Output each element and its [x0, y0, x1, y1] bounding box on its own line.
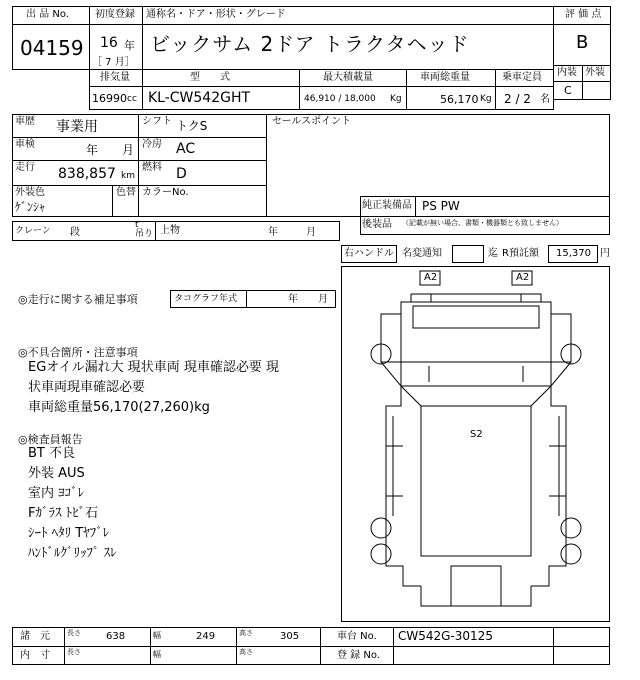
inspector-line-2: 外装 AUS: [28, 466, 85, 481]
model-label: 型 式: [190, 72, 230, 83]
overall-grade: B: [576, 32, 589, 53]
inspection-month: 月: [122, 143, 135, 157]
accessories-note: （記載が無い場合、書類・機器類とも致しません）: [402, 219, 563, 227]
width-label: 幅: [153, 631, 161, 640]
max-load-unit: Kg: [390, 94, 402, 104]
footer-col-4: [320, 627, 321, 665]
gross-weight-unit: Kg: [480, 94, 492, 104]
r-meter-value: 15,370: [556, 248, 591, 259]
max-load-label: 最大積載量: [323, 72, 373, 83]
shift-value: トクS: [176, 119, 208, 133]
footer-col-2: [150, 627, 151, 665]
crane-ton: t 吊り: [135, 220, 154, 239]
footer-col-1: [64, 627, 65, 665]
footer-col-3: [236, 627, 237, 665]
supplement-title: ◎走行に関する補足事項: [18, 293, 138, 306]
registration-label: 登 録 No.: [337, 650, 380, 661]
first-reg-month: ［ 7 月］: [92, 57, 135, 68]
history-label: 車歴: [15, 116, 35, 127]
upper-year: 年: [268, 227, 278, 238]
mark-a2-left: A2: [424, 272, 438, 283]
tachograph-label: タコグラフ年式: [174, 294, 238, 304]
tachograph-year: 年: [288, 294, 298, 305]
defects-line-1: EGオイル漏れ大 現状車両 現車確認必要 現: [28, 360, 280, 375]
crane-stage: 段: [70, 227, 80, 238]
int-length-label: 長さ: [67, 648, 81, 656]
int-width-label: 幅: [153, 650, 161, 659]
inspector-line-1: BT 不良: [28, 446, 75, 461]
color-change-label: 色替: [116, 187, 136, 198]
divider-col2: [266, 114, 267, 217]
history-value: 事業用: [56, 119, 98, 135]
model-code: KL-CW542GHT: [148, 90, 251, 106]
defects-line-2: 状車両現車確認必要: [28, 380, 146, 395]
upper-month: 月: [306, 227, 316, 238]
inspector-line-5: ｼｰﾄ ﾍﾀﾘ Tﾔﾌﾞﾚ: [28, 526, 110, 541]
interior-grade: C: [564, 84, 572, 97]
defects-line-3: 車両総重量56,170(27,260)kg: [28, 400, 210, 415]
exterior-grade-label: 外装: [585, 67, 605, 78]
divider-col1: [138, 114, 139, 217]
lot-number: 04159: [20, 36, 84, 60]
shift-label: シフト: [142, 116, 172, 127]
inspector-line-4: Fｶﾞﾗｽ ﾄﾋﾞ石: [28, 506, 99, 521]
inspector-line-3: 室内 ﾖｺﾞﾚ: [28, 486, 85, 501]
inspector-line-6: ﾊﾝﾄﾞﾙｸﾞﾘｯﾌﾟ ｽﾚ: [28, 546, 117, 561]
aircon-label: 冷房: [142, 139, 162, 150]
displacement-label: 排気量: [100, 72, 130, 83]
footer-divider: [12, 646, 610, 647]
displacement: 16990: [92, 92, 127, 105]
gross-weight: 56,170: [440, 93, 479, 106]
max-load: 46,910 / 18,000: [304, 94, 376, 104]
capacity: 2 / 2: [504, 92, 531, 106]
mileage: 838,857: [58, 166, 116, 182]
displacement-unit: cc: [127, 94, 137, 104]
color-no-label: カラーNo.: [142, 187, 189, 198]
tachograph-month: 月: [318, 294, 328, 305]
r-meter-label: R預託額: [502, 248, 539, 259]
aircon-value: AC: [176, 141, 196, 157]
divider-row2: [12, 160, 266, 161]
lot-label: 出 品 No.: [26, 9, 69, 20]
equipment-label: 純正装備品: [362, 200, 412, 211]
name-change-label: 名変通知: [402, 248, 442, 259]
capacity-unit: 名: [540, 94, 550, 105]
height-label: 高さ: [239, 629, 253, 637]
width-value: 249: [196, 631, 216, 642]
inspection-label: 車検: [15, 139, 35, 150]
upper-label: 上物: [160, 225, 180, 236]
equipment-value: PS PW: [422, 199, 460, 213]
deadline-label: 迄: [488, 248, 498, 259]
fuel-label: 燃料: [142, 162, 162, 173]
divider-row3: [12, 185, 266, 186]
height-value: 305: [280, 631, 300, 642]
length-label: 長さ: [67, 629, 81, 637]
chassis-label: 車台 No.: [337, 631, 377, 642]
inspection-year: 年: [86, 143, 99, 157]
crane-label: クレーン: [15, 226, 51, 236]
exterior-color-label: 外装色: [15, 187, 45, 198]
exterior-color: ｹﾞﾝｼｬ: [15, 200, 46, 214]
int-height-label: 高さ: [239, 648, 253, 656]
mileage-unit: km: [121, 171, 135, 181]
tachograph-divider: [246, 290, 247, 308]
fuel-value: D: [176, 166, 187, 182]
defects-title: ◎不具合箇所・注意事項: [18, 346, 138, 359]
sales-point-label: セールスポイント: [272, 116, 352, 127]
length-value: 638: [106, 631, 126, 642]
handle-side: 右ハンドル: [344, 248, 394, 259]
name-change-box: [452, 245, 484, 263]
accessories-label: 後装品: [362, 219, 392, 230]
capacity-label: 乗車定員: [502, 72, 542, 83]
truck-diagram: [341, 266, 610, 622]
first-reg-year-unit: 年: [124, 39, 135, 52]
gross-weight-label: 車両総重量: [420, 72, 470, 83]
r-meter-unit: 円: [600, 248, 610, 259]
divider-col-bottom: [112, 185, 113, 217]
dims-label: 諸 元: [20, 631, 50, 642]
inspector-title: ◎検査員報告: [18, 433, 83, 446]
footer-col-6: [553, 627, 554, 665]
first-reg-year: 16: [100, 35, 118, 51]
first-reg-label: 初度登録: [95, 9, 135, 20]
mark-a2-right: A2: [516, 272, 530, 283]
ext-grade-value-box: [582, 81, 611, 100]
interior-grade-label: 内装: [557, 67, 577, 78]
mileage-label: 走行: [15, 162, 35, 173]
mark-s2: S2: [470, 429, 483, 440]
car-name: ビックサム 2ドア トラクタヘッド: [150, 32, 470, 56]
footer-col-5: [393, 627, 394, 665]
car-name-label: 通称名・ドア・形状・グレード: [146, 9, 286, 20]
divider-row1: [12, 137, 266, 138]
grade-label: 評 価 点: [565, 9, 602, 20]
chassis-value: CW542G-30125: [398, 629, 493, 643]
interior-dims-label: 内 寸: [20, 650, 50, 661]
